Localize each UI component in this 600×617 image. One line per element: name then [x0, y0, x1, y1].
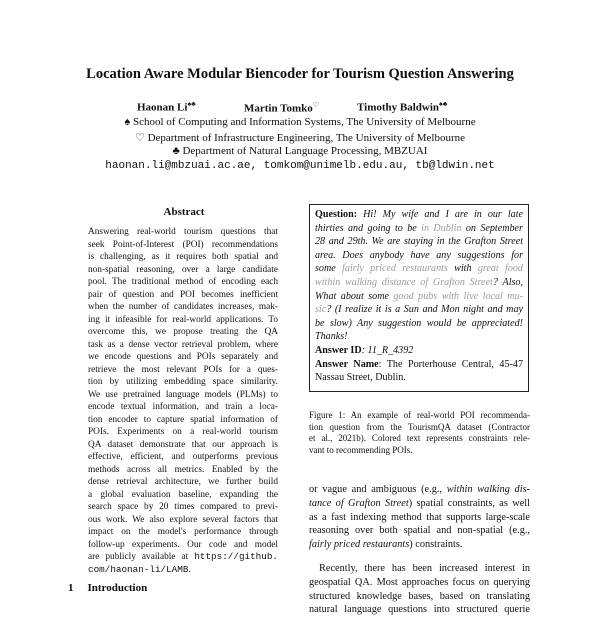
question-line: 28 and 29th. We are staying in the Grafton Street: [315, 236, 523, 248]
author: Martin Tomko♡: [244, 101, 320, 115]
question-line: Thanks!: [315, 331, 348, 343]
answer-id: Answer ID: 11_R_4392: [315, 344, 414, 356]
question-line: be slow) Any suggestion would be appreciated!: [315, 317, 523, 329]
constraint-text: sic: [315, 304, 327, 316]
caption-line: vant to recommending POIs.: [309, 444, 413, 455]
author: Haonan Li♠♣: [137, 100, 196, 114]
answer-name: Answer Name: The Porterhouse Central, 45-47: [315, 358, 523, 370]
question-line: sic? (I realize it is a Sun and Mon night and may: [315, 304, 523, 316]
abstract-line: a global evaluation baseline, expanding the: [88, 489, 278, 500]
question-line: within walking distance of Grafton Street? Also,: [315, 276, 523, 288]
abstract-section: [88, 206, 280, 576]
affiliation: ♣ Department of Natural Language Processing, MBZUAI: [172, 145, 428, 157]
abstract-line: search space by 20 times compared to previ-: [88, 502, 278, 512]
abstract-line: POIs. Experiments on a real-world tourism: [88, 427, 278, 437]
author-emails: haonan.li@mbzuai.ac.ae, tomkom@unimelb.edu.au, tb@ldwin.net: [105, 160, 495, 172]
abstract-line: is challenging, as it requires both spatial and: [88, 252, 278, 262]
abstract-line: ous work. We also explore several factors that: [88, 514, 278, 525]
question-line: area. Does anybody have any suggestions for: [315, 249, 523, 261]
body-line: reasoning over both spatial and non-spatial (e.g.,: [309, 525, 530, 537]
constraint-text: good pubs with live local mu-: [393, 290, 523, 302]
constraint-text: in Dublin: [421, 222, 462, 234]
abstract-line: when the number of candidates increases, mak-: [88, 302, 278, 312]
body-line: as a fast indexing method that supports large-scale: [309, 511, 530, 523]
answer-name-cont: Nassau Street, Dublin.: [315, 372, 406, 384]
abstract-line: retrieve the most relevant POIs for a ques-: [88, 364, 278, 375]
affiliation: ♠ School of Computing and Information Systems, The University of Melbourne: [124, 116, 476, 128]
abstract-heading: Abstract: [163, 206, 205, 218]
abstract-line: QA dataset demonstrate that our approach is: [88, 439, 278, 450]
abstract-line: are publicly available at https://github.: [88, 551, 278, 562]
section-heading-introduction: 1 Introduction: [68, 582, 148, 594]
constraint-text: great food: [477, 263, 523, 275]
abstract-line: ing it infeasible for real-world applications. To: [88, 314, 278, 325]
abstract-body: [88, 226, 280, 551]
abstract-line: task as a dense vector retrieval problem, where: [88, 339, 278, 350]
code-link[interactable]: com/haonan-li/LAMB: [88, 563, 189, 575]
abstract-line: overcome this, we propose treating the QA: [88, 327, 278, 337]
body-line: tance of Grafton Street) spatial constraints, as well: [309, 497, 530, 509]
abstract-line: impact on the model's performance through: [88, 527, 278, 537]
abstract-line: encode textual information, and train a loca-: [88, 402, 278, 412]
abstract-line: effective, efficient, and outperforms previous: [88, 452, 278, 462]
paper-title: Location Aware Modular Biencoder for Tourism Question Answering: [86, 66, 514, 82]
question-label: Question:: [315, 209, 358, 220]
constraint-text: within walking distance of Grafton Street: [315, 276, 493, 288]
abstract-line: com/haonan-li/LAMB.: [88, 563, 191, 575]
abstract-line: We use pretrained language models (PLMs) to: [88, 389, 278, 400]
caption-line: Figure 1: An example of real-world POI recommenda-: [309, 410, 530, 420]
abstract-line: seek Point-of-Interest (POI) recommendations: [88, 239, 278, 250]
body-line: fairly priced restaurants) constraints.: [309, 539, 463, 551]
body-text-right: [309, 483, 531, 617]
question-line: Question: Hi! My wife and I are in our late: [315, 209, 523, 220]
question-line: thirties and going to be in Dublin on September: [315, 222, 523, 234]
abstract-line: methods across all metrics. Enabled by the: [88, 464, 278, 475]
question-line: some fairly priced restaurants with great food: [315, 263, 523, 275]
caption-line: tion question from the TourismQA dataset (Contractor: [309, 421, 530, 432]
body-line: structured knowledge bases, based on translating: [309, 590, 530, 602]
question-line: What about some good pubs with live local mu-: [315, 290, 523, 302]
example-question-box: [309, 204, 529, 392]
abstract-line: we encode questions and POIs separately and: [88, 352, 278, 362]
body-line: natural language questions into structured querie: [309, 604, 530, 616]
figure-caption: [309, 410, 531, 456]
caption-line: et al., 2021b). Colored text represents constraints rele-: [309, 433, 530, 444]
abstract-line: pool. The traditional method of encoding each: [88, 277, 278, 287]
abstract-line: tion by utilizing embedding space similarity.: [88, 377, 278, 387]
body-line: Recently, there has been increased interest in: [319, 562, 530, 574]
body-line: geospatial QA. Most approaches focus on querying: [309, 576, 530, 588]
code-link[interactable]: https://github.: [194, 551, 278, 562]
constraint-text: fairly priced restaurants: [342, 263, 448, 275]
author: Timothy Baldwin♠♣: [357, 100, 448, 114]
abstract-line: pair of question and POI becomes inefficient: [88, 289, 278, 300]
abstract-line: dense retrieval architecture, we further build: [88, 477, 278, 487]
author-list: [0, 100, 600, 116]
abstract-line: Answering real-world tourism questions that: [88, 227, 278, 237]
body-line: or vague and ambiguous (e.g., within walking dis-: [309, 484, 530, 495]
abstract-line: follow-up experiments. Our code and model: [88, 539, 278, 550]
affiliation: ♡ Department of Infrastructure Engineering, The University of Melbourne: [134, 132, 466, 144]
abstract-line: non-spatial reasoning, over a large candidate: [88, 264, 278, 275]
abstract-line: tion encoder to capture spatial information of: [88, 414, 278, 425]
